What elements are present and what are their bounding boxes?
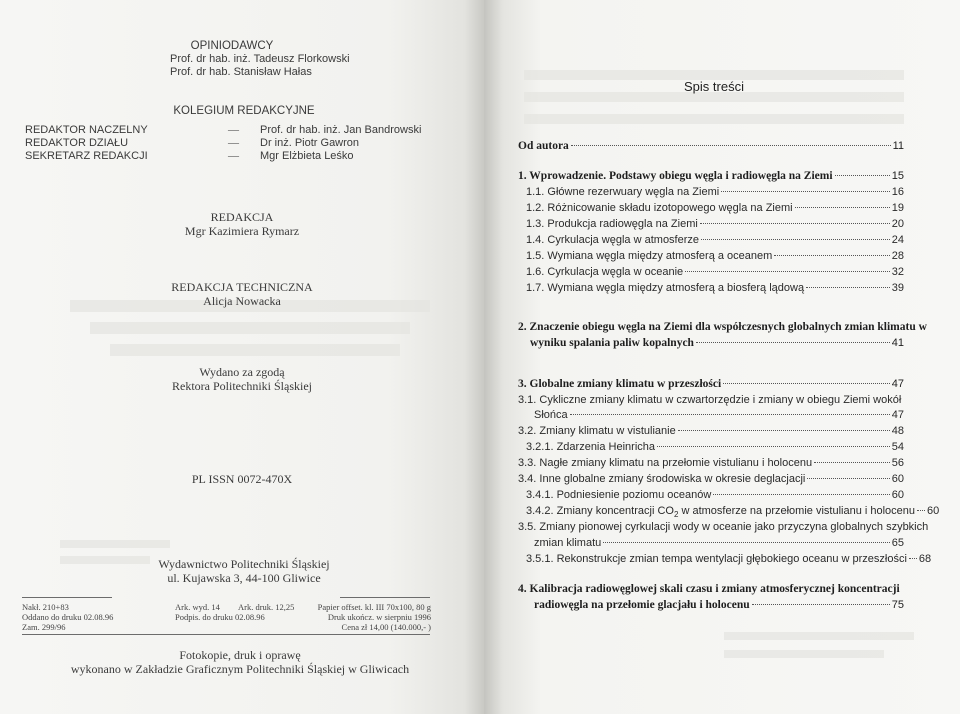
colophon-item: Nakł. 210+83 [22,602,69,612]
toc-entry[interactable] [526,265,904,279]
show-through-line [60,556,150,564]
colophon-rule [340,597,430,598]
toc-entry-label: 1.4. Cyrkulacja węgla w atmosferze [526,234,700,246]
toc-entry[interactable] [526,488,904,502]
toc-entry-page: 47 [891,378,904,390]
toc-entry-label: 1.5. Wymiana węgla między atmosferą a oceanem [526,250,773,262]
toc-entry[interactable] [518,424,904,438]
technical-heading: REDAKCJA TECHNICZNA [171,280,313,294]
colophon-item: Ark. druk. 12,25 [238,602,295,612]
leader-dots [657,446,890,447]
show-through-line [724,632,914,640]
toc-entry-page: 60 [927,505,940,517]
toc-entry[interactable] [534,408,904,422]
show-through-line [524,114,904,124]
toc-entry[interactable] [526,552,932,566]
leader-dots [909,558,917,559]
printing-line: Fotokopie, druk i oprawę [179,648,301,662]
leader-dots [685,271,890,272]
toc-entry-label: 1.7. Wymiana węgla między atmosferą a biosferą lądową [526,282,805,294]
toc-entry-label-line1: 3.5. Zmiany pionowej cyrkulacji wody w oceanie jako przyczyna globalnych szybkich [518,521,929,533]
leader-dots [774,255,889,256]
toc-entry-page: 28 [891,250,904,262]
board-person: Prof. dr hab. inż. Jan Bandrowski [260,124,422,136]
toc-entry-page: 75 [891,599,904,611]
reviewer-name: Prof. dr hab. inż. Tadeusz Florkowski [170,53,350,65]
board-heading: KOLEGIUM REDAKCYJNE [173,105,315,117]
toc-entry-page: 32 [891,266,904,278]
toc-entry-label: 3.3. Nagłe zmiany klimatu na przełomie vistulianu i holocenu [518,457,813,469]
toc-entry-label: 3. Globalne zmiany klimatu w przeszłości [518,378,722,390]
toc-entry[interactable] [518,472,904,486]
toc-entry[interactable] [518,139,904,153]
colophon-item: Cena zł 14,00 (140.000,- ) [341,622,431,632]
board-dash: — [228,137,239,149]
leader-dots [713,494,889,495]
toc-entry-page: 15 [891,170,904,182]
toc-entry-label: Od autora [518,140,569,152]
leader-dots [752,604,890,605]
toc-entry-page: 16 [891,186,904,198]
colophon-bottom-rule [22,634,430,635]
toc-entry[interactable] [534,536,904,550]
leader-dots [807,478,889,479]
toc-entry-label: 3.4. Inne globalne zmiany środowiska w okresie deglacjacji [518,473,806,485]
board-role: REDAKTOR NACZELNY [25,124,148,136]
printing-line: wykonano w Zakładzie Graficznym Politechniki Śląskiej w Gliwicach [70,662,410,676]
toc-entry-label: zmian klimatu [534,537,602,549]
toc-entry[interactable] [526,201,904,215]
leader-dots [696,342,890,343]
toc-entry-page: 47 [891,409,904,421]
leader-dots [806,287,890,288]
toc-entry[interactable] [526,440,904,454]
toc-entry-label: 3.4.2. Zmiany koncentracji $CO_2$ w atmosferze na przełomie vistulianu i holocenu [526,505,916,520]
leader-dots [570,414,890,415]
colophon-item: Ark. wyd. 14 [175,602,220,612]
toc-entry-label: 1.1. Główne rezerwuary węgla na Ziemi [526,186,720,198]
toc-entry-label: 3.2. Zmiany klimatu w vistulianie [518,425,676,437]
toc-entry-page: 24 [891,234,904,246]
consent-line: Wydano za zgodą [199,365,285,379]
leader-dots [603,542,890,543]
toc-entry-label: 3.2.1. Zdarzenia Heinricha [526,441,656,453]
leader-dots [721,191,890,192]
toc-entry-label-line1: 4. Kalibracja radiowęglowej skali czasu i zmiany atmosferycznej koncentracji [518,583,900,595]
colophon-item: Druk ukończ. w sierpniu 1996 [327,612,431,622]
reviewer-name: Prof. dr hab. Stanisław Hałas [170,66,312,78]
toc-entry-label-line1: 2. Znaczenie obiegu węgla na Ziemi dla współczesnych globalnych zmian klimatu w [518,321,927,333]
toc-entry[interactable] [534,598,904,612]
publisher-name: Wydawnictwo Politechniki Śląskiej [158,557,330,571]
board-dash: — [228,124,239,136]
toc-entry[interactable] [526,233,904,247]
toc-entry-page: 11 [892,140,904,152]
toc-entry-page: 60 [891,489,904,501]
colophon-item: Podpis. do druku 02.08.96 [175,612,265,622]
leader-dots [814,462,890,463]
toc-entry-page: 56 [891,457,904,469]
leader-dots [835,175,890,176]
leader-dots [571,145,891,146]
toc-entry-label: 1.2. Różnicowanie składu izotopowego węgla na Ziemi [526,202,793,214]
toc-entry-label: 1. Wprowadzenie. Podstawy obiegu węgla i radiowęgla na Ziemi [518,170,833,182]
toc-entry[interactable] [526,281,904,295]
colophon-item: Papier offset. kl. III 70x100, 80 g [317,602,431,612]
leader-dots [701,239,890,240]
board-role: SEKRETARZ REDAKCJI [25,150,148,162]
show-through-line [724,650,884,658]
show-through-line [110,344,400,356]
board-role: REDAKTOR DZIAŁU [25,137,129,149]
toc-title: Spis treści [684,79,744,94]
colophon-item: Oddano do druku 02.08.96 [22,612,114,622]
toc-entry-label: 1.6. Cyrkulacja węgla w oceanie [526,266,684,278]
toc-entry-label: radiowęgla na przełomie glacjału i holocenu [534,599,750,611]
toc-entry-page: 41 [891,337,904,349]
toc-entry-label: 1.3. Produkcja radiowęgla na Ziemi [526,218,698,230]
toc-entry[interactable] [518,456,904,470]
toc-entry[interactable] [526,217,904,231]
board-dash: — [228,150,239,162]
show-through-line [60,540,170,548]
toc-entry-page: 39 [891,282,904,294]
colophon-item: Zam. 299/96 [22,622,66,632]
toc-entry-page: 54 [891,441,904,453]
leader-dots [795,207,890,208]
board-person: Dr inż. Piotr Gawron [260,137,360,149]
toc-entry[interactable] [526,185,904,199]
toc-entry[interactable] [526,249,904,263]
toc-entry[interactable] [518,169,904,183]
leader-dots [700,223,890,224]
leader-dots [723,383,890,384]
toc-entry-page: 68 [918,553,932,565]
show-through-line [90,322,410,334]
publisher-address: ul. Kujawska 3, 44-100 Gliwice [167,571,321,585]
toc-entry-page: 19 [891,202,904,214]
colophon-rule [22,597,112,598]
toc-entry[interactable] [530,336,904,350]
toc-entry-page: 48 [891,425,904,437]
toc-entry[interactable] [518,377,904,391]
board-person: Mgr Elżbieta Leśko [260,150,354,162]
toc-entry-page: 20 [891,218,904,230]
toc-entry-label: wyniku spalania paliw kopalnych [530,337,694,349]
toc-entry-page: 60 [891,473,904,485]
toc-entry-label: 3.5.1. Rekonstrukcje zmian tempa wentylacji głębokiego oceanu w przeszłości [526,553,907,565]
technical-person: Alicja Nowacka [203,294,281,308]
toc-entry-label-line1: 3.1. Cykliczne zmiany klimatu w czwartorzędzie i zmiany w obiegu Ziemi wokół [518,394,902,406]
toc-entry-label: Słońca [534,409,568,421]
editorial-heading: REDAKCJA [210,210,274,224]
leader-dots [678,430,890,431]
issn: PL ISSN 0072-470X [191,472,293,486]
reviewers-heading: OPINIODAWCY [190,40,274,52]
leader-dots [917,510,925,511]
editorial-person: Mgr Kazimiera Rymarz [184,224,300,238]
consent-line: Rektora Politechniki Śląskiej [172,379,312,393]
toc-entry-label: 3.4.1. Podniesienie poziomu oceanów [526,489,712,501]
toc-entry-page: 65 [891,537,904,549]
